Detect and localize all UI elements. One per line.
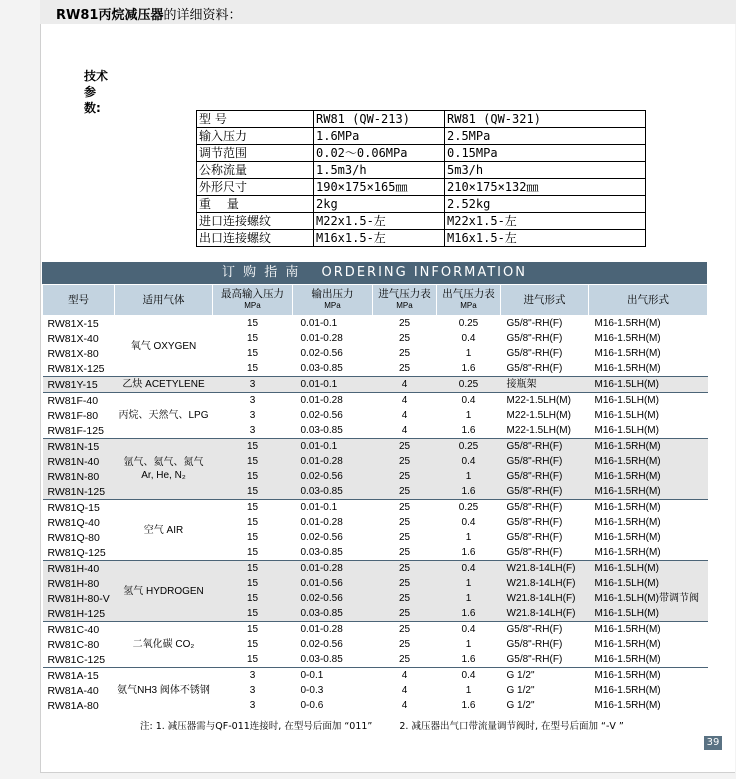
gas-cell: 氧气 OXYGEN	[115, 316, 213, 377]
table-row	[43, 316, 708, 332]
value-cell: 0.03-0.85	[300, 362, 343, 374]
value-cell: 0.03-0.85	[293, 484, 373, 500]
value-cell: M16-1.5LH(M)带调节阀	[589, 591, 708, 606]
value-cell: 25	[373, 576, 437, 591]
value-cell: 0.25	[437, 500, 501, 516]
model-cell: RW81C-40	[43, 622, 115, 638]
column-header	[501, 285, 589, 316]
model-cell: RW81A-40	[47, 684, 99, 697]
spec-label-line: 技术	[84, 69, 109, 83]
spec-label	[84, 68, 114, 116]
value-cell: 15	[246, 638, 259, 650]
value-cell: 15	[246, 362, 259, 374]
value-cell: 1.6	[461, 424, 476, 436]
spec-param: 型 号	[197, 111, 314, 128]
model-cell: RW81Q-40	[47, 516, 100, 529]
table-row	[43, 622, 708, 638]
value-cell: 0.02-0.56	[300, 531, 343, 543]
spec-table	[196, 110, 646, 247]
value-cell: 25	[398, 546, 411, 558]
value-cell: 25	[373, 316, 437, 332]
spec-row	[197, 128, 646, 145]
spec-row	[197, 196, 646, 213]
value-cell: M16-1.5LH(M)	[589, 393, 708, 409]
value-cell: 15	[213, 576, 293, 591]
spec-label-line: 参	[84, 85, 97, 99]
column-header	[43, 285, 115, 316]
value-cell: 25	[398, 531, 411, 543]
model-cell: RW81H-125	[43, 606, 115, 622]
value-cell: 3	[249, 424, 256, 436]
value-cell: 15	[213, 469, 293, 484]
column-header-label: 出气压力表	[442, 288, 495, 300]
gas-cell: 氩气、氦气、氮气 Ar, He, N₂	[115, 439, 213, 500]
value-cell: 0.01-0.28	[300, 332, 343, 344]
value-cell: 0.02-0.56	[300, 347, 343, 359]
gas-cell: 丙烷、天然气、LPG	[115, 393, 213, 439]
column-header-label: 进气压力表	[378, 288, 431, 300]
spec-value: M16x1.5-左	[314, 230, 445, 247]
value-cell: 0-0.6	[300, 699, 324, 711]
model-cell: RW81H-80-V	[43, 591, 115, 606]
column-header-label: 出气形式	[627, 294, 669, 306]
value-cell: 1	[465, 409, 472, 421]
value-cell: M16-1.5RH(M)	[594, 347, 661, 359]
value-cell: 15	[246, 546, 259, 558]
gas-cell: 乙炔 ACETYLENE	[115, 377, 213, 393]
model-cell: RW81X-40	[47, 332, 99, 345]
spec-param: 重 量	[197, 196, 314, 213]
value-cell: 0.03-0.85	[300, 546, 343, 558]
value-cell: 1.6	[461, 699, 476, 711]
spec-row	[197, 111, 646, 128]
value-cell: G5/8"-RH(F)	[506, 531, 563, 543]
value-cell: 1	[465, 531, 472, 543]
spec-value: 190×175×165㎜	[314, 179, 445, 196]
value-cell: M16-1.5RH(M)	[589, 316, 708, 332]
value-cell: 4	[401, 699, 408, 711]
value-cell: 15	[246, 516, 259, 528]
value-cell: W21.8-14LH(F)	[501, 606, 589, 622]
value-cell: 25	[373, 622, 437, 638]
value-cell: 1	[437, 591, 501, 606]
model-cell: RW81F-125	[47, 424, 104, 437]
value-cell: 15	[246, 653, 259, 665]
value-cell: 4	[401, 684, 408, 696]
value-cell: M16-1.5RH(M)	[589, 469, 708, 484]
value-cell: 0.02-0.56	[293, 469, 373, 484]
spec-value: RW81 (QW-213)	[314, 111, 445, 128]
spec-param: 公称流量	[197, 162, 314, 179]
heading-product: RW81丙烷减压器	[56, 8, 164, 23]
value-cell: 0-0.3	[300, 684, 324, 696]
value-cell: 25	[373, 500, 437, 516]
model-cell: RW81A-80	[47, 699, 99, 712]
footnote: 注: 1. 减压器需与QF-011连接时, 在型号后面加 “011”	[140, 721, 373, 732]
column-unit: MPa	[460, 301, 477, 310]
column-header	[293, 285, 373, 316]
value-cell: M16-1.5RH(M)	[594, 546, 661, 558]
value-cell: G5/8"-RH(F)	[501, 500, 589, 516]
spec-value: 2kg	[314, 196, 445, 213]
value-cell: 3	[213, 668, 293, 684]
value-cell: 0.03-0.85	[293, 606, 373, 622]
value-cell: G 1/2"	[506, 699, 535, 711]
model-cell: RW81X-15	[43, 316, 115, 332]
spec-value: 0.02～0.06MPa	[314, 145, 445, 162]
model-cell: RW81A-15	[43, 668, 115, 684]
value-cell: 0.4	[461, 332, 476, 344]
value-cell: 0.4	[437, 454, 501, 469]
value-cell: G5/8"-RH(F)	[506, 653, 563, 665]
value-cell: 15	[246, 332, 259, 344]
spec-value: 2.52kg	[445, 196, 646, 213]
value-cell: W21.8-14LH(F)	[501, 591, 589, 606]
value-cell: G5/8"-RH(F)	[501, 469, 589, 484]
value-cell: 3	[213, 377, 293, 393]
spec-param: 外形尺寸	[197, 179, 314, 196]
value-cell: 0.4	[461, 516, 476, 528]
model-cell: RW81N-125	[43, 484, 115, 500]
value-cell: 0.01-0.28	[293, 561, 373, 577]
value-cell: 15	[213, 454, 293, 469]
value-cell: M16-1.5RH(M)	[594, 653, 661, 665]
value-cell: 25	[398, 347, 411, 359]
value-cell: 25	[398, 332, 411, 344]
value-cell: 0.02-0.56	[300, 409, 343, 421]
column-header	[589, 285, 708, 316]
value-cell: 0.02-0.56	[293, 591, 373, 606]
value-cell: 1	[437, 469, 501, 484]
spec-param: 调节范围	[197, 145, 314, 162]
value-cell: G5/8"-RH(F)	[501, 454, 589, 469]
value-cell: 0.01-0.28	[293, 622, 373, 638]
spec-param: 输入压力	[197, 128, 314, 145]
value-cell: M16-1.5RH(M)	[594, 699, 661, 711]
spec-row	[197, 230, 646, 247]
value-cell: 15	[246, 347, 259, 359]
column-unit: MPa	[244, 301, 261, 310]
value-cell: M16-1.5LH(M)	[589, 561, 708, 577]
column-unit: MPa	[324, 301, 341, 310]
value-cell: G5/8"-RH(F)	[506, 516, 563, 528]
model-cell: RW81N-15	[43, 439, 115, 455]
value-cell: 0.25	[437, 377, 501, 393]
value-cell: G5/8"-RH(F)	[506, 332, 563, 344]
value-cell: M16-1.5RH(M)	[594, 516, 661, 528]
value-cell: 4	[373, 377, 437, 393]
value-cell: 1	[465, 347, 472, 359]
model-cell: RW81F-80	[47, 409, 99, 422]
value-cell: 15	[213, 561, 293, 577]
value-cell: M22-1.5LH(M)	[506, 409, 571, 421]
value-cell: 25	[373, 591, 437, 606]
ordering-section	[42, 262, 707, 713]
model-cell: RW81X-80	[47, 347, 99, 360]
value-cell: 1.6	[461, 546, 476, 558]
value-cell: M16-1.5LH(M)	[589, 377, 708, 393]
model-cell: RW81H-40	[43, 561, 115, 577]
value-cell: 25	[398, 653, 411, 665]
model-cell: RW81N-80	[43, 469, 115, 484]
column-header	[213, 285, 293, 316]
spec-value: 2.5MPa	[445, 128, 646, 145]
model-cell: RW81Q-80	[47, 531, 100, 544]
value-cell: M16-1.5RH(M)	[589, 439, 708, 455]
value-cell: 25	[398, 362, 411, 374]
value-cell: 25	[373, 606, 437, 622]
model-cell: RW81X-125	[47, 362, 105, 375]
value-cell: M16-1.5RH(M)	[589, 484, 708, 500]
value-cell: G5/8"-RH(F)	[506, 362, 563, 374]
gas-cell: 二氧化碳 CO₂	[115, 622, 213, 668]
spec-value: 210×175×132㎜	[445, 179, 646, 196]
value-cell: 0.02-0.56	[300, 638, 343, 650]
value-cell: 15	[213, 500, 293, 516]
value-cell: 25	[373, 484, 437, 500]
value-cell: 25	[373, 561, 437, 577]
value-cell: 0.03-0.85	[300, 653, 343, 665]
column-header-label: 进气形式	[523, 294, 566, 306]
value-cell: M16-1.5RH(M)	[594, 362, 661, 374]
spec-value: M16x1.5-左	[445, 230, 646, 247]
value-cell: 15	[213, 439, 293, 455]
value-cell: M16-1.5RH(M)	[589, 500, 708, 516]
value-cell: 3	[213, 393, 293, 409]
value-cell: 15	[246, 531, 259, 543]
value-cell: M16-1.5RH(M)	[589, 454, 708, 469]
value-cell: W21.8-14LH(F)	[501, 561, 589, 577]
value-cell: 3	[249, 409, 256, 421]
value-cell: W21.8-14LH(F)	[501, 576, 589, 591]
page-number: 39	[704, 736, 722, 750]
value-cell: 25	[373, 454, 437, 469]
value-cell: G5/8"-RH(F)	[506, 638, 563, 650]
value-cell: 15	[213, 316, 293, 332]
spec-value: 1.6MPa	[314, 128, 445, 145]
model-cell: RW81Q-15	[43, 500, 115, 516]
value-cell: 4	[401, 424, 408, 436]
value-cell: 1.6	[437, 484, 501, 500]
value-cell: G5/8"-RH(F)	[501, 622, 589, 638]
table-row	[43, 393, 708, 409]
value-cell: 0.25	[437, 316, 501, 332]
spec-value: RW81 (QW-321)	[445, 111, 646, 128]
gas-cell: 氢气 HYDROGEN	[115, 561, 213, 622]
value-cell: M22-1.5LH(M)	[506, 424, 571, 436]
model-cell: RW81F-40	[43, 393, 115, 409]
footnote: 2. 减压器出气口带流量调节阀时, 在型号后面加 “-V ”	[399, 721, 624, 732]
column-header-label: 型号	[68, 294, 89, 306]
value-cell: 0.01-0.1	[293, 439, 373, 455]
value-cell: 25	[373, 469, 437, 484]
value-cell: 4	[373, 668, 437, 684]
value-cell: M16-1.5LH(M)	[594, 409, 659, 421]
value-cell: M16-1.5RH(M)	[594, 332, 661, 344]
gas-cell: 氨气NH3 阀体不锈钢	[115, 668, 213, 714]
value-cell: G 1/2"	[506, 684, 535, 696]
column-header	[115, 285, 213, 316]
model-cell: RW81H-80	[43, 576, 115, 591]
value-cell: 1	[437, 576, 501, 591]
ordering-title: 订 购 指 南 ORDERING INFORMATION	[42, 262, 707, 284]
table-row	[43, 668, 708, 684]
value-cell: M16-1.5RH(M)	[589, 668, 708, 684]
value-cell: M16-1.5RH(M)	[594, 531, 661, 543]
value-cell: M22-1.5LH(M)	[501, 393, 589, 409]
value-cell: 15	[213, 591, 293, 606]
ordering-header-row	[43, 285, 708, 316]
value-cell: 0.01-0.1	[293, 316, 373, 332]
value-cell: G5/8"-RH(F)	[501, 484, 589, 500]
model-cell: RW81N-40	[43, 454, 115, 469]
value-cell: 0.4	[437, 561, 501, 577]
column-header-label: 适用气体	[142, 294, 185, 306]
column-header-label: 输出压力	[311, 288, 354, 300]
table-row	[43, 561, 708, 577]
column-header	[437, 285, 501, 316]
value-cell: 15	[213, 606, 293, 622]
value-cell: 4	[373, 393, 437, 409]
value-cell: 0.4	[437, 622, 501, 638]
value-cell: M16-1.5RH(M)	[594, 684, 661, 696]
value-cell: 0.25	[437, 439, 501, 455]
spec-value: M22x1.5-左	[445, 213, 646, 230]
value-cell: 0.03-0.85	[300, 424, 343, 436]
spec-value: 0.15MPa	[445, 145, 646, 162]
model-cell: RW81C-125	[47, 653, 106, 666]
value-cell: 0.4	[437, 393, 501, 409]
spec-row	[197, 145, 646, 162]
value-cell: 1.6	[461, 653, 476, 665]
table-row	[43, 377, 708, 393]
model-cell: RW81Q-125	[47, 546, 106, 559]
value-cell: 25	[398, 638, 411, 650]
table-row	[43, 500, 708, 516]
value-cell: G5/8"-RH(F)	[501, 439, 589, 455]
value-cell: 0.01-0.1	[293, 377, 373, 393]
value-cell: M16-1.5LH(M)	[589, 606, 708, 622]
value-cell: M16-1.5RH(M)	[594, 638, 661, 650]
value-cell: M16-1.5LH(M)	[594, 424, 659, 436]
value-cell: G5/8"-RH(F)	[506, 546, 563, 558]
column-header-label: 最高输入压力	[221, 288, 284, 300]
value-cell: 0.01-0.28	[293, 454, 373, 469]
heading-suffix: 的详细资料：	[163, 8, 242, 23]
value-cell: 1.6	[461, 362, 476, 374]
value-cell: 0-0.1	[293, 668, 373, 684]
spec-label-line: 数:	[84, 101, 101, 115]
spec-value: M22x1.5-左	[314, 213, 445, 230]
gas-cell: 空气 AIR	[115, 500, 213, 561]
value-cell: 25	[373, 439, 437, 455]
spec-value: 1.5m3/h	[314, 162, 445, 179]
value-cell: M16-1.5RH(M)	[589, 622, 708, 638]
model-cell: RW81Y-15	[43, 377, 115, 393]
table-row	[43, 439, 708, 455]
column-header	[373, 285, 437, 316]
value-cell: 15	[213, 484, 293, 500]
value-cell: 0.01-0.28	[300, 516, 343, 528]
value-cell: 3	[249, 699, 256, 711]
value-cell: G5/8"-RH(F)	[506, 347, 563, 359]
column-unit: MPa	[396, 301, 413, 310]
spec-param: 进口连接螺纹	[197, 213, 314, 230]
spec-row	[197, 179, 646, 196]
value-cell: 0.01-0.28	[293, 393, 373, 409]
value-cell: 0.4	[437, 668, 501, 684]
value-cell: 接瓶架	[501, 377, 589, 393]
model-cell: RW81C-80	[47, 638, 100, 651]
value-cell: G5/8"-RH(F)	[501, 316, 589, 332]
value-cell: 3	[249, 684, 256, 696]
spec-param: 出口连接螺纹	[197, 230, 314, 247]
value-cell: 25	[398, 516, 411, 528]
ordering-table	[42, 284, 708, 713]
footnotes	[140, 718, 648, 732]
value-cell: 1	[465, 638, 472, 650]
value-cell: M16-1.5LH(M)	[589, 576, 708, 591]
page-heading	[56, 4, 241, 23]
value-cell: 4	[401, 409, 408, 421]
value-cell: G 1/2"	[501, 668, 589, 684]
value-cell: 0.01-0.56	[293, 576, 373, 591]
spec-row	[197, 213, 646, 230]
value-cell: 1	[465, 684, 472, 696]
spec-value: 5m3/h	[445, 162, 646, 179]
value-cell: 0.01-0.1	[293, 500, 373, 516]
value-cell: 1.6	[437, 606, 501, 622]
spec-row	[197, 162, 646, 179]
value-cell: 15	[213, 622, 293, 638]
